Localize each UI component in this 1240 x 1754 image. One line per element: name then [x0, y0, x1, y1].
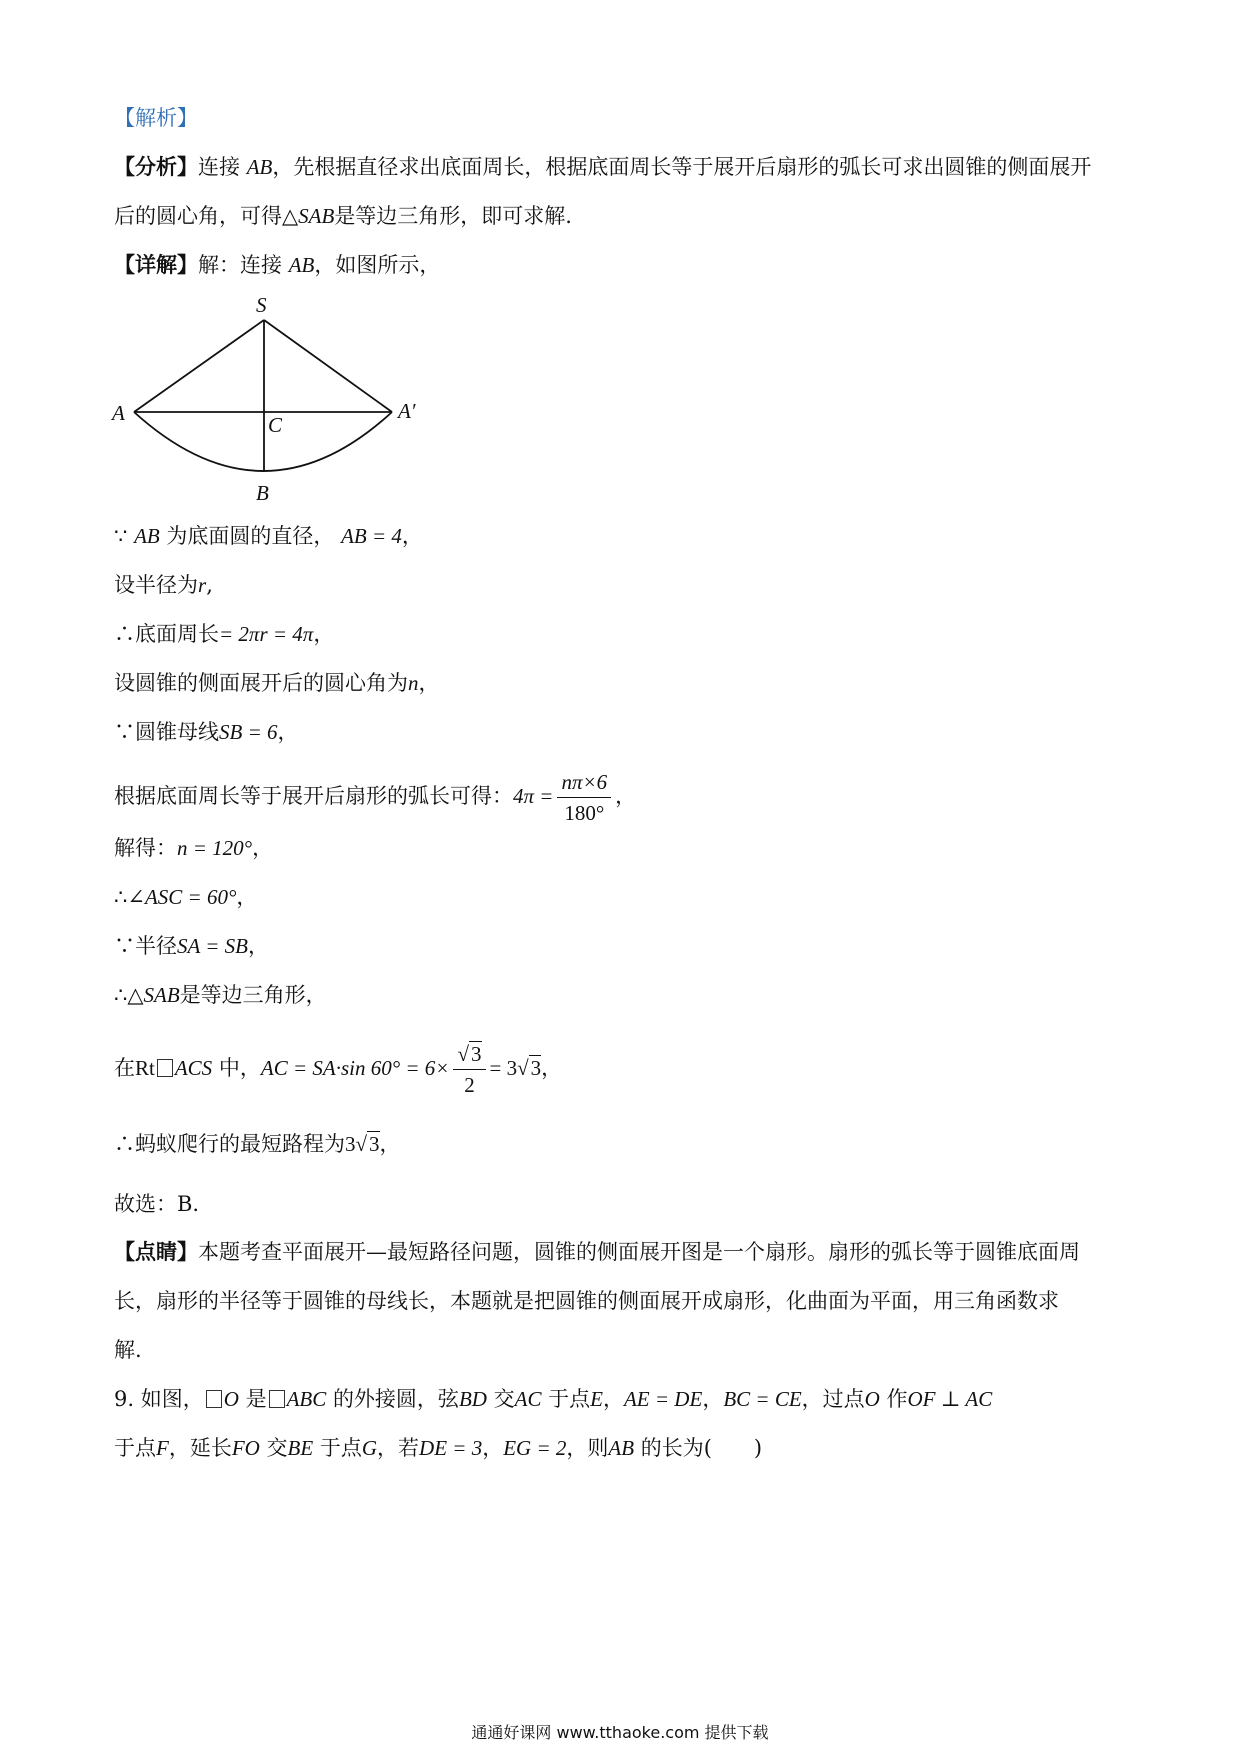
math-fo: FO [231, 1436, 260, 1460]
label-a: A [112, 401, 125, 425]
comment-text: 本题考查平面展开—最短路径问题，圆锥的侧面展开图是一个扇形。扇形的弧长等于圆锥底面周 [198, 1240, 1080, 1264]
step-text: 解得： [114, 836, 177, 860]
circle-placeholder-glyph [206, 1390, 222, 1408]
step-text: 底面周长 [135, 622, 219, 646]
label-c: C [268, 413, 283, 437]
math-eq: SA = SB [177, 934, 248, 958]
analysis-text: 是等边三角形，即可求解. [334, 204, 572, 228]
step-text: 是等边三角形， [179, 983, 327, 1007]
math-lhs: 4π = [513, 784, 554, 808]
math-eq: AC = SA·sin 60° = 6× [260, 1056, 450, 1080]
because-symbol: ∵ [114, 934, 135, 958]
question-text: 的长为( ) [640, 1436, 763, 1460]
math-eq: AE = DE [623, 1387, 703, 1411]
fraction [557, 767, 611, 828]
therefore-symbol: ∴ [114, 1132, 135, 1156]
segment-sa [134, 320, 264, 412]
step-12 [114, 1130, 401, 1158]
math-o: O [223, 1387, 239, 1411]
section-heading: 【解析】 [114, 106, 198, 130]
because-symbol: ∵ [114, 524, 128, 548]
punct: ， [401, 524, 423, 548]
punct: ， [702, 1387, 724, 1411]
math-g: G [361, 1436, 378, 1460]
step-6 [114, 764, 636, 828]
therefore-symbol: ∴ [114, 885, 128, 909]
question-text: 作 [886, 1387, 908, 1411]
fraction-numerator: nπ×6 [557, 767, 611, 798]
math-eq: n = 120° [177, 836, 253, 860]
comment-line-2: 长，扇形的半径等于圆锥的母线长，本题就是把圆锥的侧面展开成扇形，化曲面为平面，用三角函数求 [114, 1289, 1059, 1313]
question-text: 交 [493, 1387, 515, 1411]
question-text: 的外接圆，弦 [332, 1387, 459, 1411]
analysis-text: ，先根据直径求出底面周长，根据底面周长等于展开后扇形的弧长可求出圆锥的侧面展开 [272, 155, 1092, 179]
because-symbol: ∵ [114, 720, 135, 744]
segment-sa-prime [264, 320, 392, 412]
detail-tag: 【详解】 [114, 252, 198, 277]
fraction-numerator: √3 [453, 1039, 485, 1070]
step-2 [114, 571, 213, 599]
fraction [453, 1039, 485, 1100]
step-7 [114, 834, 273, 862]
step-text: 设圆锥的侧面展开后的圆心角为 [114, 671, 408, 695]
sqrt-expression: √3 [517, 1056, 542, 1080]
punct: ， [252, 836, 274, 860]
step-4 [114, 669, 440, 697]
step-11 [114, 1036, 562, 1100]
math-abc: ABC [286, 1387, 327, 1411]
math-result: = 3 [489, 1056, 518, 1080]
step-8 [114, 883, 257, 911]
detail-text: ，如图所示， [314, 253, 441, 277]
label-b: B [256, 481, 269, 505]
question-number: 9. 如图， [114, 1387, 204, 1411]
punct: ， [615, 784, 637, 808]
comment-tag: 【点睛】 [114, 1239, 198, 1264]
step-text: 中， [218, 1056, 261, 1080]
punct: ， [247, 934, 269, 958]
math-o: O [864, 1387, 880, 1411]
math-triangle: △SAB [282, 204, 335, 228]
math-n: n [408, 671, 419, 695]
step-text: 在 [114, 1056, 135, 1080]
punct: ， [236, 885, 258, 909]
math-bd: BD [458, 1387, 487, 1411]
fraction-denominator: 2 [464, 1073, 475, 1097]
punct: ， [418, 671, 440, 695]
therefore-symbol: ∴ [114, 983, 128, 1007]
math-eq: EG = 2 [503, 1436, 567, 1460]
step-13: 故选：B. [114, 1192, 200, 1216]
label-s: S [256, 293, 267, 317]
fraction-denominator: 180° [564, 801, 605, 825]
math-coefficient: 3 [345, 1132, 356, 1156]
math-eq: OF ⊥ AC [907, 1387, 993, 1411]
math-ac: AC [514, 1387, 542, 1411]
arc-ab [134, 412, 392, 471]
question-text: ，延长 [168, 1436, 232, 1460]
analysis-tag: 【分析】 [114, 154, 198, 179]
math-eq: AB = 4 [341, 524, 402, 548]
math-ab: AB [608, 1436, 635, 1460]
step-text: 为底面圆的直径， [166, 524, 335, 548]
math-eq: SB = 6 [219, 720, 278, 744]
punct: ， [602, 1387, 624, 1411]
analysis-line-1 [114, 153, 1091, 181]
math-eq: DE = 3 [419, 1436, 483, 1460]
step-1 [114, 522, 423, 550]
sqrt-expression: √3 [355, 1132, 380, 1156]
therefore-symbol: ∴ [114, 622, 135, 646]
question-9-line-1 [114, 1385, 992, 1413]
step-text: 根据底面周长等于展开后扇形的弧长可得： [114, 784, 513, 808]
math-triangle: △SAB [127, 983, 180, 1007]
comment-line-3: 解. [114, 1338, 142, 1362]
punct: , [206, 573, 213, 597]
detail-text: 解：连接 [198, 253, 282, 277]
math-f: F [156, 1436, 169, 1460]
triangle-placeholder-glyph [157, 1059, 173, 1077]
radicand: 3 [369, 1132, 380, 1156]
math-ab: AB [288, 253, 315, 277]
punct: ， [313, 622, 335, 646]
comment-line-1 [114, 1238, 1080, 1266]
punct: ， [379, 1132, 401, 1156]
math-acs: ACS [174, 1056, 213, 1080]
question-text: 于点 [319, 1436, 362, 1460]
math-rt: Rt [135, 1056, 155, 1080]
step-text: 圆锥母线 [135, 720, 219, 744]
step-text: 蚂蚁爬行的最短路程为 [135, 1132, 345, 1156]
question-text: ，若 [377, 1436, 420, 1460]
question-9-line-2 [114, 1434, 762, 1462]
punct: ， [482, 1436, 504, 1460]
step-text: 设半径为 [114, 573, 198, 597]
analysis-text: 连接 [198, 155, 240, 179]
step-3 [114, 620, 334, 648]
radicand: 3 [530, 1056, 542, 1080]
detail-line [114, 251, 440, 279]
sector-diagram [104, 290, 444, 510]
label-a-prime: A′ [398, 399, 416, 423]
math-e: E [590, 1387, 603, 1411]
step-text: 半径 [135, 934, 177, 958]
radicand: 3 [471, 1042, 482, 1066]
punct: ， [277, 720, 299, 744]
question-text: 是 [245, 1387, 267, 1411]
math-r: r [198, 573, 207, 597]
question-text: 交 [266, 1436, 288, 1460]
footer-watermark: 通通好课网 www.tthaoke.com 提供下载 [471, 1723, 769, 1742]
analysis-text: 后的圆心角，可得 [114, 204, 282, 228]
question-text: ，过点 [801, 1387, 865, 1411]
question-text: 于点 [548, 1387, 591, 1411]
math-eq: BC = CE [723, 1387, 802, 1411]
math-eq: ∠ASC = 60° [127, 885, 237, 909]
step-9 [114, 932, 269, 960]
analysis-line-2 [114, 202, 572, 230]
step-5 [114, 718, 299, 746]
triangle-placeholder-glyph [269, 1390, 285, 1408]
math-ab: AB [246, 155, 273, 179]
punct: ， [541, 1056, 563, 1080]
step-10 [114, 981, 327, 1009]
question-text: 于点 [114, 1436, 156, 1460]
math-be: BE [287, 1436, 314, 1460]
question-text: ，则 [566, 1436, 609, 1460]
math-eq: = 2πr = 4π [219, 622, 314, 646]
math-ab: AB [134, 524, 160, 548]
